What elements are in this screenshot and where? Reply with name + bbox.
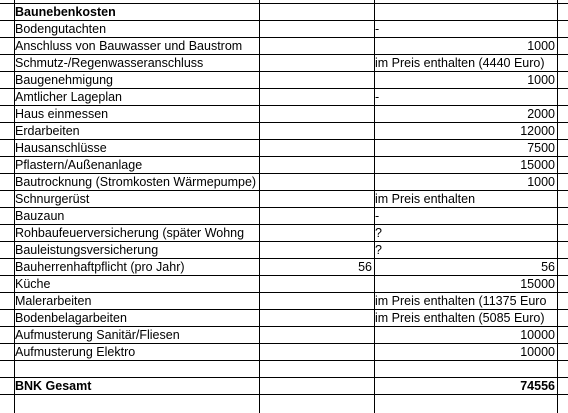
row-label[interactable]: Bautrocknung (Stromkosten Wärmepumpe) — [15, 175, 257, 189]
grid-column-line — [259, 0, 260, 413]
row-mid-value[interactable] — [259, 310, 374, 326]
row-value[interactable]: 15000 — [520, 158, 555, 172]
row-label[interactable]: Anschluss von Bauwasser und Baustrom — [15, 39, 243, 53]
grid-column-line — [14, 0, 15, 413]
row-value[interactable]: - — [375, 209, 380, 223]
row-value[interactable]: 10000 — [520, 328, 555, 342]
row-label[interactable]: Bauleistungsversicherung — [15, 243, 159, 257]
table-row — [0, 174, 568, 191]
row-label[interactable]: Bauherrenhaftpflicht (pro Jahr) — [15, 260, 185, 274]
row-label[interactable]: Bodenbelagarbeiten — [15, 311, 127, 325]
row-value[interactable]: 1000 — [527, 39, 555, 53]
row-label[interactable]: Baunebenkosten — [15, 5, 116, 19]
table-row — [0, 21, 568, 38]
row-mid-value[interactable] — [259, 123, 374, 139]
row-mid-value[interactable]: 56 — [358, 260, 372, 274]
row-label[interactable]: Baugenehmigung — [15, 73, 113, 87]
row-mid-value[interactable] — [259, 72, 374, 88]
row-mid-value[interactable] — [259, 55, 374, 71]
table-row — [0, 225, 568, 242]
row-value[interactable]: 12000 — [520, 124, 555, 138]
table-row — [0, 327, 568, 344]
row-value[interactable]: 2000 — [527, 107, 555, 121]
row-value[interactable] — [374, 4, 556, 20]
row-value[interactable]: ? — [375, 226, 382, 240]
row-label[interactable]: Bauzaun — [15, 209, 65, 223]
row-value[interactable]: ? — [375, 243, 382, 257]
row-label[interactable]: Hausanschlüsse — [15, 141, 107, 155]
row-label[interactable]: Bodengutachten — [15, 22, 107, 36]
row-mid-value[interactable] — [259, 344, 374, 360]
row-value[interactable]: im Preis enthalten (11375 Euro — [375, 294, 547, 308]
row-value[interactable]: im Preis enthalten (4440 Euro) — [375, 56, 545, 70]
row-label[interactable]: BNK Gesamt — [15, 379, 92, 393]
table-row — [0, 310, 568, 327]
row-label[interactable]: Rohbaufeuerversicherung (später Wohng — [15, 226, 245, 240]
table-row — [0, 72, 568, 89]
table-row — [0, 361, 568, 378]
row-mid-value[interactable] — [259, 89, 374, 105]
row-mid-value[interactable] — [259, 378, 374, 394]
row-value[interactable]: 1000 — [527, 175, 555, 189]
row-label[interactable]: Erdarbeiten — [15, 124, 80, 138]
grid-column-line — [557, 0, 558, 413]
row-value[interactable] — [374, 361, 556, 377]
row-label[interactable]: Aufmusterung Sanitär/Fliesen — [15, 328, 180, 342]
top-border — [0, 0, 568, 4]
table-row — [0, 157, 568, 174]
row-value[interactable]: - — [375, 90, 380, 104]
row-value[interactable]: 56 — [541, 260, 555, 274]
row-value[interactable]: 7500 — [527, 141, 555, 155]
row-mid-value[interactable] — [259, 4, 374, 20]
row-label[interactable]: Haus einmessen — [15, 107, 109, 121]
table-row — [0, 55, 568, 72]
table-row — [0, 140, 568, 157]
table-row — [0, 344, 568, 361]
row-label[interactable]: Malerarbeiten — [15, 294, 92, 308]
row-mid-value[interactable] — [259, 208, 374, 224]
row-mid-value[interactable] — [259, 38, 374, 54]
row-label[interactable]: Schnurgerüst — [15, 192, 90, 206]
table-row — [0, 242, 568, 259]
row-value[interactable]: 74556 — [520, 379, 555, 393]
row-mid-value[interactable] — [259, 293, 374, 309]
row-label[interactable]: Küche — [15, 277, 51, 291]
table-row — [0, 123, 568, 140]
table-row — [0, 191, 568, 208]
row-label[interactable]: Schmutz-/Regenwasseranschluss — [15, 56, 204, 70]
row-value[interactable]: - — [375, 22, 380, 36]
table-row — [0, 276, 568, 293]
row-label[interactable]: Aufmusterung Elektro — [15, 345, 136, 359]
table-row-header — [0, 378, 568, 395]
table-row — [0, 259, 568, 276]
row-mid-value[interactable] — [259, 174, 374, 190]
row-label[interactable]: Amtlicher Lageplan — [15, 90, 123, 104]
table-row — [0, 208, 568, 225]
row-label[interactable]: Pflastern/Außenanlage — [15, 158, 143, 172]
row-mid-value[interactable] — [259, 106, 374, 122]
row-value[interactable]: 15000 — [520, 277, 555, 291]
row-mid-value[interactable] — [259, 140, 374, 156]
row-mid-value[interactable] — [259, 242, 374, 258]
row-value[interactable]: im Preis enthalten (5085 Euro) — [375, 311, 545, 325]
row-mid-value[interactable] — [259, 191, 374, 207]
row-mid-value[interactable] — [259, 327, 374, 343]
table-row — [0, 106, 568, 123]
row-mid-value[interactable] — [259, 21, 374, 37]
row-mid-value[interactable] — [259, 225, 374, 241]
table-row-header — [0, 4, 568, 21]
row-value[interactable]: im Preis enthalten — [375, 192, 476, 206]
row-value[interactable]: 1000 — [527, 73, 555, 87]
row-mid-value[interactable] — [259, 276, 374, 292]
row-mid-value[interactable] — [259, 361, 374, 377]
grid-column-line — [374, 0, 375, 413]
row-mid-value[interactable] — [259, 157, 374, 173]
table-row — [0, 38, 568, 55]
table-row — [0, 293, 568, 310]
table-row — [0, 89, 568, 106]
row-value[interactable]: 10000 — [520, 345, 555, 359]
